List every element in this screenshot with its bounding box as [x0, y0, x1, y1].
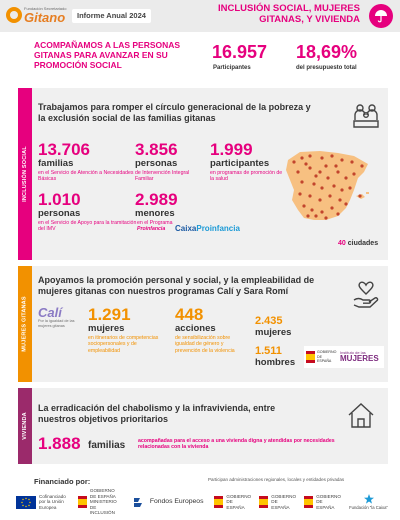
stat-sara-mujeres-value: 2.435 — [255, 315, 283, 327]
vivienda-side-bar — [18, 388, 32, 464]
cali-logo — [38, 306, 78, 328]
vivienda-title: La erradicación del chabolismo y la infravivienda, entre nuestros objetivos prioritarios — [38, 403, 276, 424]
eu-text: Cofinanciado por la Unión Europea — [39, 493, 66, 510]
stat-participantes-label: participantes — [210, 158, 270, 169]
footer-logos — [16, 489, 388, 515]
budget-value: 18,69% — [296, 42, 358, 62]
annual-report-badge: Informe Anual 2024 — [72, 9, 151, 23]
instituto-text-block — [340, 351, 379, 363]
stat-participantes-sub: en programas de promoción de la salud — [210, 170, 283, 183]
header-bar — [0, 0, 400, 32]
participants-value: 16.957 — [212, 42, 268, 62]
instituto-text: Instituto de las — [340, 350, 366, 355]
stat-imv-label: personas — [38, 208, 81, 219]
stat-personas-value: 3.856 — [135, 140, 178, 159]
stat-menores-sub-text: en el Programa — [137, 220, 173, 226]
fsg-logo — [6, 2, 66, 28]
stat-mujeres-label: mujeres — [88, 323, 125, 334]
ministry-gov-text: GOBIERNO DE ESPAÑA — [89, 488, 116, 499]
stat-menores-label: menores — [135, 208, 175, 219]
instituto-mujeres-logo — [304, 346, 384, 368]
stat-familias-value: 13.706 — [38, 140, 90, 159]
stat-vivienda-value: 1.888 — [38, 434, 81, 453]
inclusion-side-bar — [18, 88, 32, 260]
map-cities-value: 40 — [338, 240, 346, 247]
caixa-star-icon — [363, 494, 375, 504]
stat-mujeres-value: 1.291 — [88, 305, 131, 324]
section-vivienda — [18, 388, 388, 464]
footer-title: Financiado por: — [34, 477, 91, 486]
page-title: INCLUSIÓN SOCIAL, MUJERES GITANAS, Y VIVIENDA — [218, 3, 360, 25]
stat-sara-hombres-label: hombres — [255, 357, 296, 368]
gobierno-logo — [306, 350, 337, 363]
stat-imv-value: 1.010 — [38, 190, 81, 209]
gobierno-text: GOBIERNO DE ESPAÑA — [317, 350, 337, 364]
spain-map — [280, 138, 380, 238]
stat-acciones-sub: de sensibilización sobre igualdad de género y prevención de la violencia — [175, 335, 235, 354]
stat-personas-sub: de Intervención Integral Familiar — [135, 170, 190, 183]
spain-flag-icon — [304, 496, 313, 508]
stat-menores-sub-program: Proinfancia — [137, 226, 166, 233]
stat-imv-sub: en el Servicio de Apoyo para la tramitación del IMV — [38, 220, 137, 233]
cali-logo-name: Calí — [38, 305, 62, 320]
mujeres-side-bar — [18, 266, 32, 382]
stat-menores-value: 2.989 — [135, 190, 178, 209]
footer-note: Participan administraciones regionales, locales y entidades privadas — [208, 477, 345, 482]
proinfancia-logo-text: Proinfancia — [196, 224, 240, 233]
stat-sara-hombres-value: 1.511 — [255, 345, 282, 357]
mujeres-side-label: MUJERES GITANAS — [22, 296, 28, 352]
spain-flag-icon — [78, 496, 87, 508]
cali-logo-tagline: Por la igualdad de las mujeres gitanas — [38, 319, 75, 328]
stat-participantes-value: 1.999 — [210, 140, 253, 159]
stat-personas-label: personas — [135, 158, 178, 169]
spain-flag-icon — [214, 496, 223, 508]
gobierno-text-2: GOBIERNO DE ESPAÑA — [271, 493, 297, 510]
intro-text: ACOMPAÑAMOS A LAS PERSONAS GITANAS PARA AVANZAR EN SU PROMOCIÓN SOCIAL — [34, 40, 181, 70]
logo-big-text: Gitano — [24, 9, 66, 25]
logo-mark — [6, 7, 22, 23]
inclusion-side-label: INCLUSIÓN SOCIAL — [22, 146, 29, 202]
inclusion-title: Trabajamos para romper el círculo generacional de la pobreza y la exclusión social de las familias gitanas — [38, 102, 311, 123]
ministry-inclusion-logo — [78, 488, 122, 516]
stat-acciones-label: acciones — [175, 323, 216, 334]
stat-vivienda-sub: acompañadas para el acceso a una vivienda digna y atendidas por necesidades relacionadas con la vivienda — [138, 438, 335, 451]
gobierno-logo-3 — [304, 493, 341, 511]
eu-flag-icon — [16, 496, 36, 509]
umbrella-icon — [369, 4, 393, 28]
house-icon — [346, 400, 376, 430]
stat-mujeres-sub: en itinerarios de competencias sociopersonales y de empleabilidad — [88, 335, 159, 354]
map-cities-label: ciudades — [347, 240, 379, 247]
participants-label: Participantes — [213, 65, 251, 71]
stat-sara-mujeres-label: mujeres — [255, 327, 292, 338]
budget-label: del presupuesto total — [296, 65, 357, 71]
caixaproinfancia-logo — [175, 224, 240, 233]
family-icon — [351, 100, 381, 130]
eu-logo — [16, 494, 67, 511]
section-inclusion — [18, 88, 388, 260]
section-mujeres — [18, 266, 388, 382]
stat-familias-label: familias — [38, 158, 74, 169]
gobierno-text-3: GOBIERNO DE ESPAÑA — [316, 493, 341, 510]
fondos-europeos-logo — [133, 496, 204, 508]
gobierno-text-1: GOBIERNO DE ESPAÑA — [226, 493, 252, 510]
stat-vivienda-label: familias — [88, 440, 126, 451]
caixa-logo-text: Caixa — [175, 224, 197, 233]
map-cities-caption — [338, 240, 378, 247]
fondos-europeos-icon — [133, 496, 147, 508]
fundacion-caixa-text: Fundación "la Caixa" — [349, 504, 388, 510]
fondos-europeos-text: Fondos Europeos — [149, 498, 204, 506]
vivienda-side-label: VIVIENDA — [22, 412, 29, 440]
gobierno-logo-2 — [259, 493, 297, 511]
ministry-name-text: MINISTERIO DE INCLUSIÓN — [89, 499, 117, 516]
heart-hand-icon — [351, 280, 381, 310]
fundacion-caixa-logo — [349, 494, 388, 511]
logo-small-text: Fundación Secretariado — [24, 5, 67, 11]
instituto-big-text: MUJERES — [340, 354, 379, 363]
spain-flag-icon — [306, 351, 315, 363]
mujeres-title: Apoyamos la promoción personal y social, y la empleabilidad de mujeres gitanas con nuestros programas Calí y Sara Romí — [38, 275, 315, 296]
gobierno-logo-1 — [214, 493, 252, 511]
stat-familias-sub: en el Servicio de Atención a Necesidades Básicas — [38, 170, 134, 183]
spain-flag-icon — [259, 496, 268, 508]
stat-acciones-value: 448 — [175, 305, 204, 324]
